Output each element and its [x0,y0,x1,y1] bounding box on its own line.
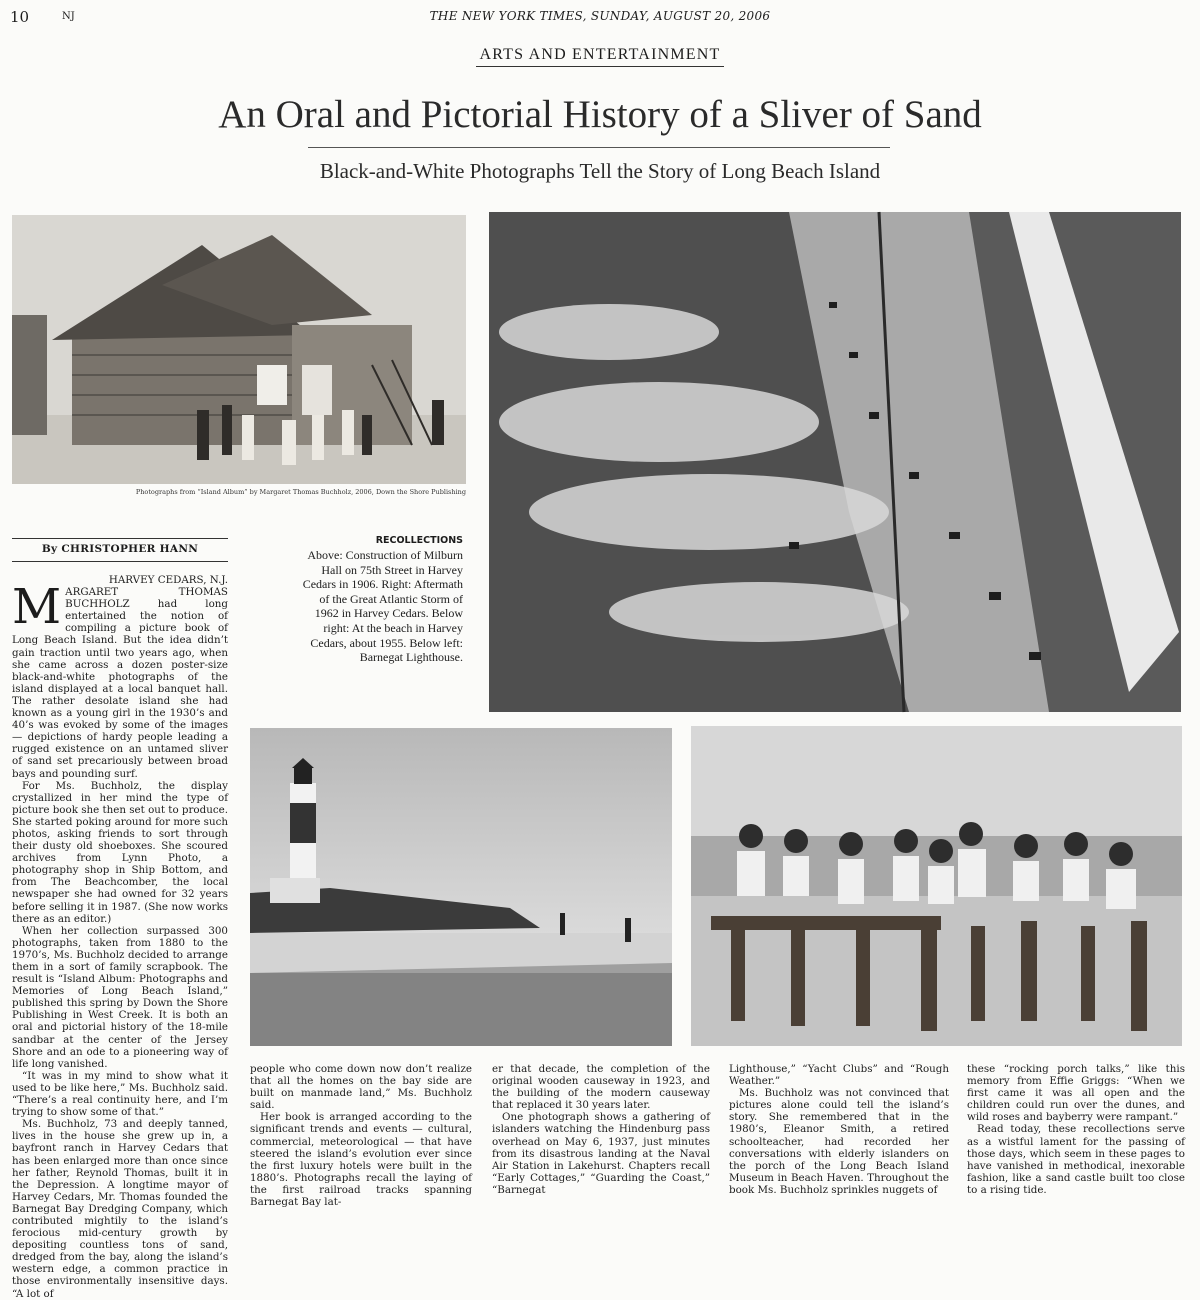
col1-paragraph: ARGARET THOMAS BUCHHOLZ had long entertained the notion of compiling a picture book of Long Beach Island. But the idea didn’t gain traction until two years ago, when she came across a dozen poster-size black-and-white photographs of the island displayed at a local banquet hall. The rather desolate island she had known as a young girl in the 1930’s and 40’s was evoked by some of the images — depictions of hardy people leading a rugged existence on an untamed sliver of sand set precariously between broad bays and pounding surf. [12,586,228,780]
lighthouse-illustration [250,728,672,1046]
caption-heading: RECOLLECTIONS [375,535,463,546]
byline-rule-top [12,538,228,539]
col2-paragraph: Her book is arranged according to the significant trends and events — cultural, commercial, meteorological — that have steered the island’s evolution ever since the first luxury hotels were built in the 1880’s. Photographs recall the laying of the first railroad tracks spanning Barnegat Bay lat- [250,1111,472,1209]
col2-paragraph: people who come down now don’t realize that all the homes on the bay side are built on manmade land,” Ms. Buchholz said. [250,1063,472,1112]
page-number: 10 [10,8,30,26]
col1-paragraph: “It was in my mind to show what it used to be like here,” Ms. Buchholz said. “There’s a real continuity here, and I’m trying to show some of that.” [12,1069,228,1119]
col3-paragraph: One photograph shows a gathering of islanders watching the Hindenburg pass overhead on May 6, 1937, just minutes from its disastrous landing at the Naval Air Station in Lakehurst. Chapters recall “Early Cottages,” “Guarding the Coast,” “Barnegat [492,1111,710,1196]
col3-paragraph: er that decade, the completion of the original wooden causeway in 1923, and the building of the modern causeway that replaced it 30 years later. [492,1063,710,1112]
section-label: ARTS AND ENTERTAINMENT [476,46,725,67]
col1-paragraph: When her collection surpassed 300 photographs, taken from 1880 to the 1970’s, Ms. Buchholz decided to arrange them in a sort of family scrapbook. The result is “Island Album: Photographs and Memories of Long Beach Island,” published this spring by Down the Shore Publishing in West Creek. It is both an oral and pictorial history of the 18-mile sandbar at the center of the Jersey Shore and an ode to a pioneering way of life long vanished. [12,924,228,1070]
drop-cap: M [12,579,62,636]
article-column-2 [250,1063,472,1228]
section-heading [0,46,1200,64]
col5-paragraph: these “rocking porch talks,” like this memory from Effie Griggs: “When we first came it was all open and the children could run over the dunes, and wild roses and bayberry were rampant.” [967,1063,1185,1124]
article-column-5 [967,1063,1185,1228]
headline: An Oral and Pictorial History of a Sliver of Sand [218,93,982,136]
col1-paragraph: Ms. Buchholz, 73 and deeply tanned, lives in the house she grew up in, a bayfront ranch in Harvey Cedars that has been enlarged more than once since her father, Reynold Thomas, built it in the Depression. A longtime mayor of Harvey Cedars, Mr. Thomas founded the Barnegat Bay Dredging Company, which contributed mightily to the island’s ferocious mid-century growth by depositing countless tons of sand, dredged from the bay, along the island’s western edge, a common practice in those environmentally insensitive days. “A lot of [12,1118,228,1300]
milburn-hall-illustration [12,215,466,484]
caption-text: Above: Construction of Milburn Hall on 75th Street in Harvey Cedars in 1906. Right: Aftermath of the Great Atlantic Storm of 1962 in Harvey Cedars. Below right: At the beach in Harvey Cedars, about 1955. Below left: Barnegat Lighthouse. [302,548,463,665]
col1-paragraph: For Ms. Buchholz, the display crystallized in her mind the type of picture book she then set out to produce. She started poking around for more such photos, asking friends to sort through their dusty old shoeboxes. She scoured archives from Lynn Photo, a photography shop in Ship Bottom, and from The Beachcomber, the local newspaper she had owned for 32 years before selling it in 1987. (She now works there as an editor.) [12,779,228,925]
deck: Black-and-White Photographs Tell the Story of Long Beach Island [319,159,881,183]
article-column-3 [492,1063,710,1228]
article-dateline-place: HARVEY CEDARS, N.J. [108,574,228,586]
headline-rule [308,147,890,148]
byline: By CHRISTOPHER HANN [41,543,199,555]
photo-beach-harvey-cedars [691,726,1182,1046]
col4-paragraph: Ms. Buchholz was not convinced that pictures alone could tell the island’s story. She remembered that in the 1980’s, Eleanor Smith, a retired schoolteacher, had recorded her conversations with elderly islanders on the porch of the Long Beach Island Museum in Beach Haven. Throughout the book Ms. Buchholz sprinkles nuggets of [729,1087,949,1196]
byline-rule-bottom [12,561,228,562]
article-column-1 [12,574,228,1300]
col5-paragraph: Read today, these recollections serve as a wistful lament for the passing of those days, which seem in these pages to have vanished in methodical, inexorable fashion, like a sand castle built too close to a rising tide. [967,1123,1185,1196]
photo-milburn-hall [12,215,466,484]
photo-storm-aftermath [489,212,1181,712]
dateline: THE NEW YORK TIMES, SUNDAY, AUGUST 20, 2006 [429,9,771,23]
photo-barnegat-lighthouse [250,728,672,1046]
beach-kids-illustration [691,726,1182,1046]
storm-aerial-illustration [489,212,1181,712]
photo-credit: Photographs from “Island Album” by Margaret Thomas Buchholz, 2006, Down the Shore Publishing [135,488,466,496]
article-column-4 [729,1063,949,1228]
edition-label: NJ [62,11,75,22]
col4-paragraph: Lighthouse,” “Yacht Clubs” and “Rough Weather.” [729,1063,949,1088]
